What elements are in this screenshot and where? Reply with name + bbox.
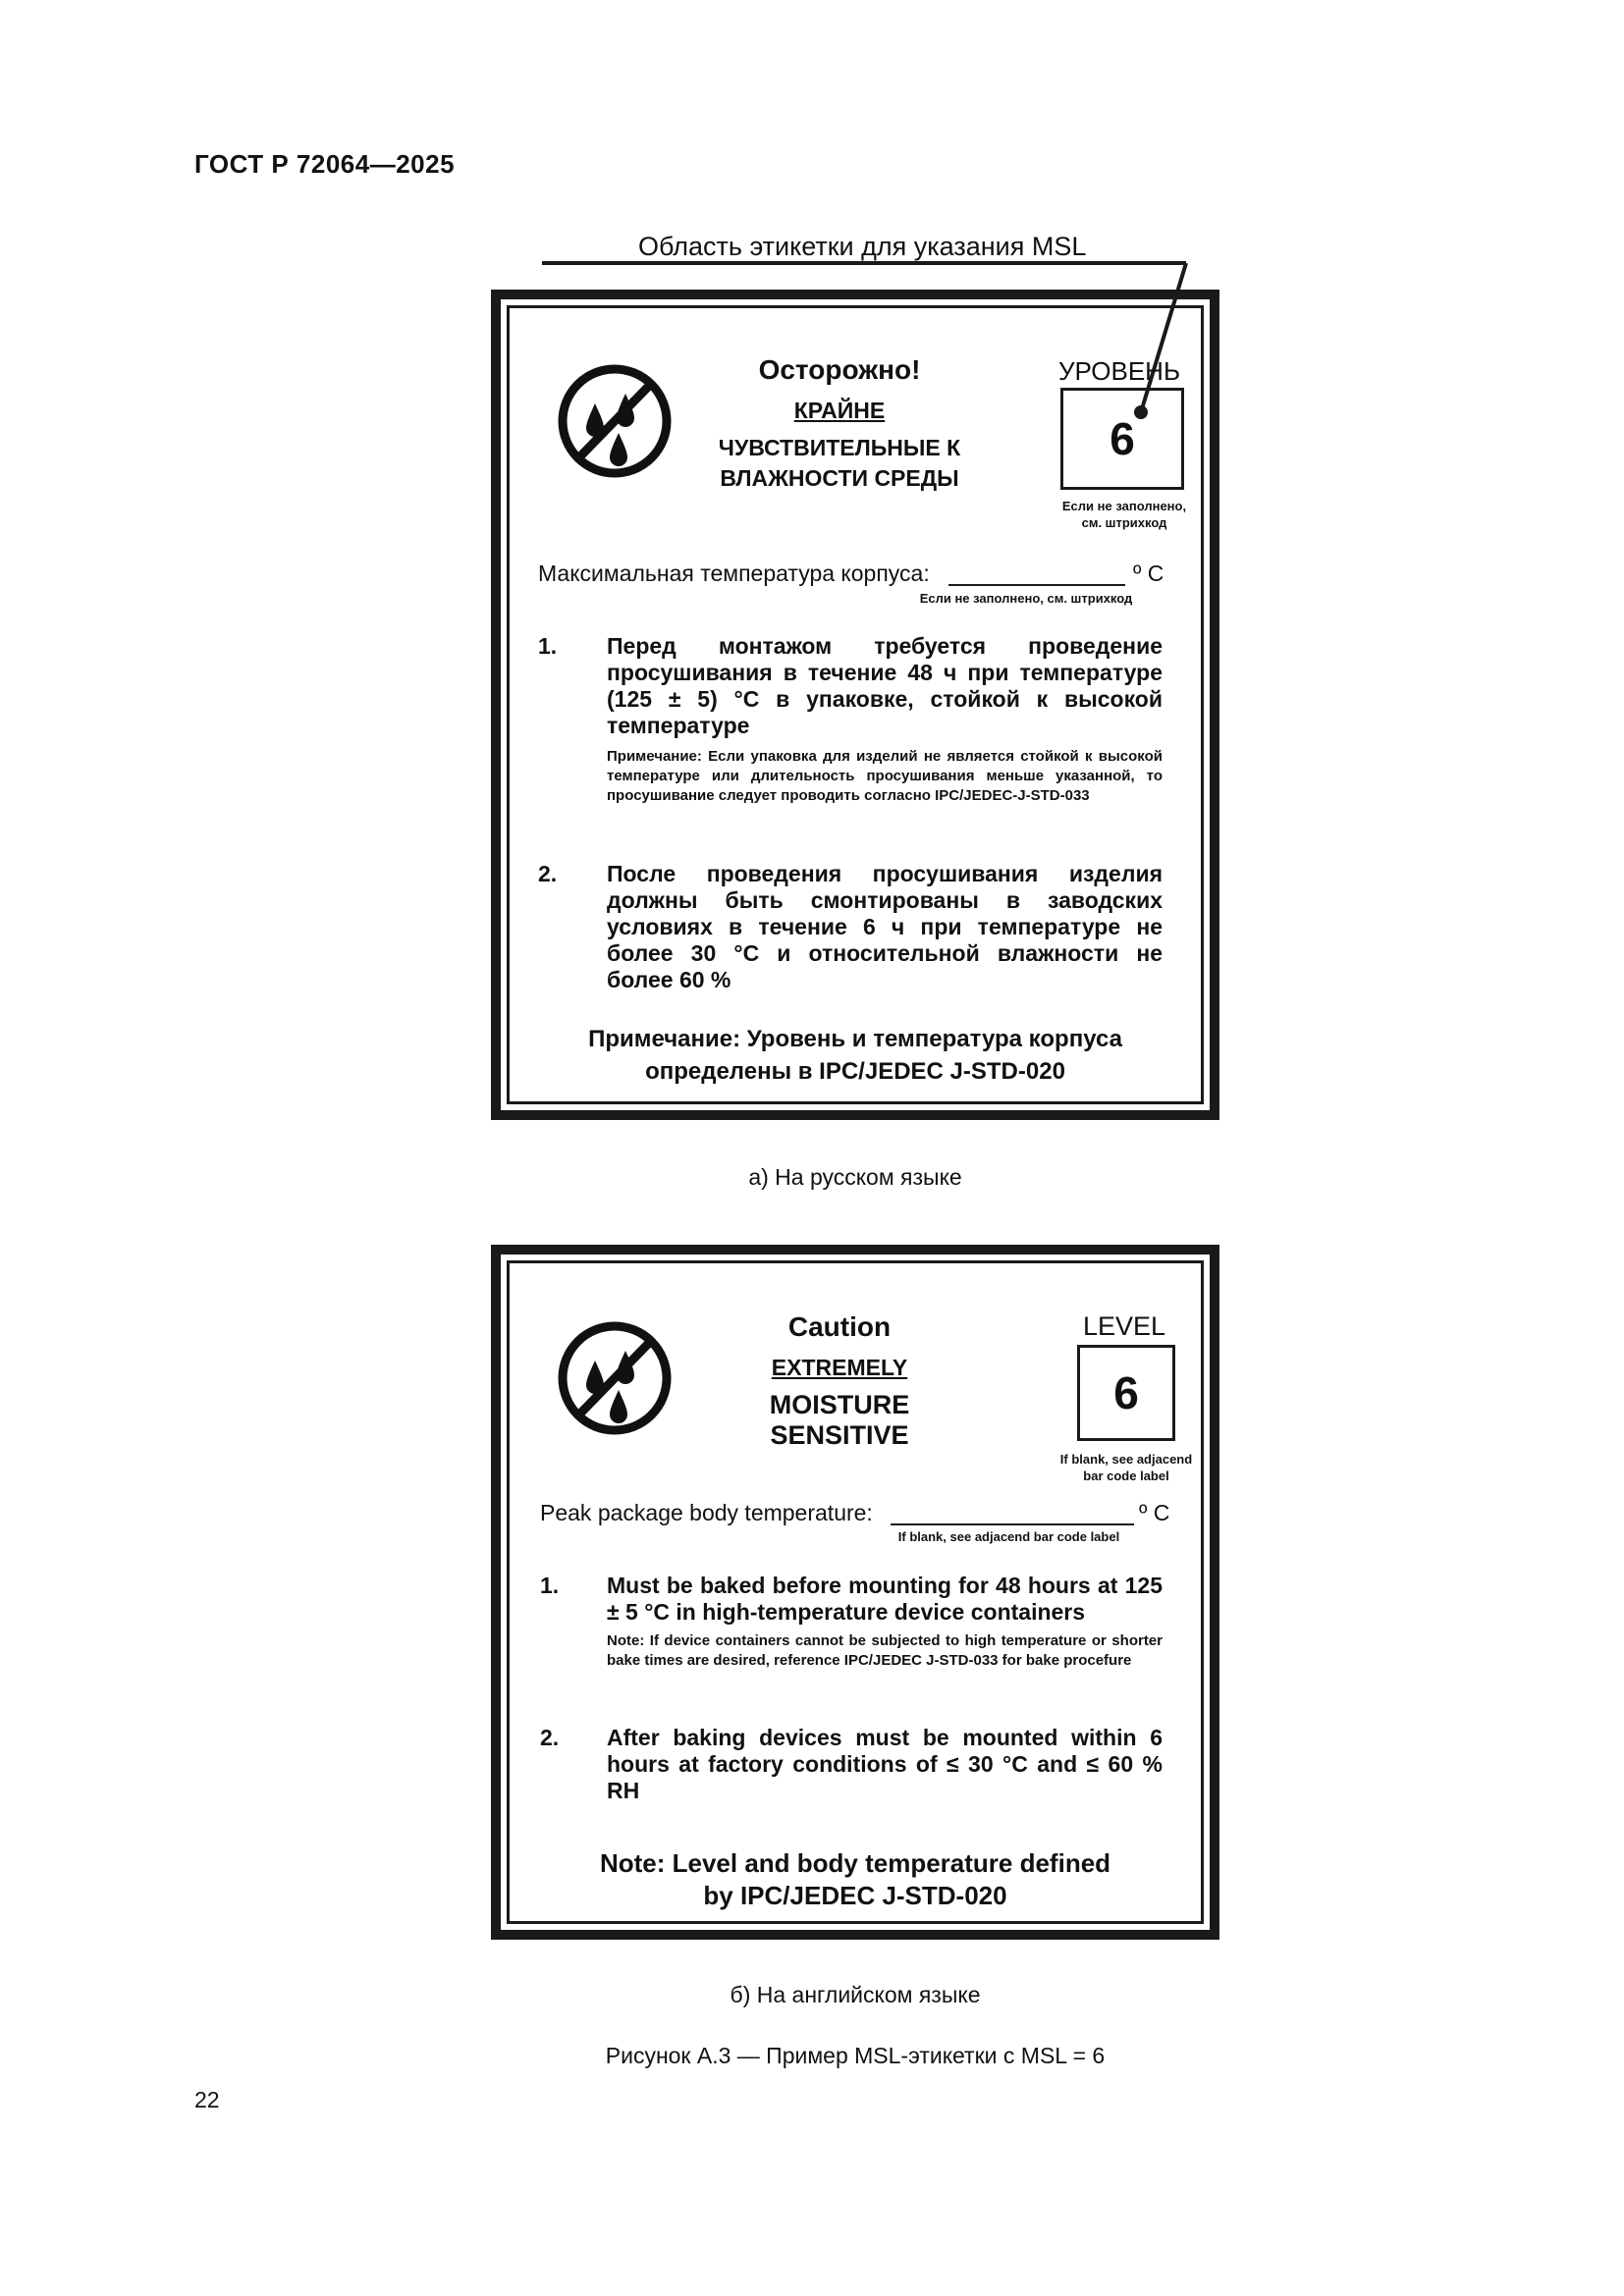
msl-callout-label: Область этикетки для указания MSL [638,232,1087,261]
temperature-blank-field [948,584,1125,586]
level-word: УРОВЕНЬ [1057,356,1181,386]
footer-note-line-1: Примечание: Уровень и температура корпуса [588,1026,1122,1052]
level-note-line-1: If blank, see adjacend [1059,1452,1193,1467]
msl-label-english [491,1245,1219,1940]
item-1-text: Must be baked before mounting for 48 hours at 125 ± 5 °C in high-temperature device containers [607,1573,1163,1625]
footer-note-line-2: by IPC/JEDEC J-STD-020 [703,1881,1007,1910]
item-1-note: Примечание: Если упаковка для изделий не является стойкой к высокой температуре или длительность просушивания меньше указанной, то просушивание следует проводить согласно IPC/JEDEC-J-STD-033 [607,748,1163,804]
caption-russian: а) На русском языке [748,1164,962,1190]
sensitivity-line-1: ЧУВСТВИТЕЛЬНЫЕ К [718,435,961,460]
peak-temperature-label: Максимальная температура корпуса: [538,561,930,586]
caution-title: Caution [787,1311,892,1342]
item-1-number: 1. [538,633,558,659]
item-1-note: Note: If device containers cannot be subjected to high temperature or shorter bake times are desired, reference IPC/JEDEC J-STD-033 for bake procefure [607,1632,1163,1669]
item-2-text: After baking devices must be mounted within 6 hours at factory conditions of ≤ 30 °C and ≤ 60 % RH [607,1725,1163,1803]
level-word: LEVEL [1082,1311,1166,1341]
footer-note-line-2: определены в IPC/JEDEC J-STD-020 [645,1058,1065,1085]
level-note-line-2: bar code label [1083,1468,1169,1483]
msl-label-russian [491,290,1219,1120]
sensitivity-line-2: ВЛАЖНОСТИ СРЕДЫ [720,465,959,491]
no-moisture-drops-icon [556,362,674,480]
extremely-text: EXTREMELY [771,1355,908,1380]
peak-temperature-label: Peak package body temperature: [540,1500,873,1525]
caution-title: Осторожно! [758,354,921,385]
figure-caption: Рисунок А.3 — Пример MSL-этикетки с MSL = 6 [605,2043,1106,2068]
footer-note-line-1: Note: Level and body temperature defined [599,1848,1111,1878]
item-2-number: 2. [540,1725,560,1750]
level-value-box: 6 [1077,1345,1175,1441]
caption-english: б) На английском языке [730,1982,981,2007]
temperature-blank-field [891,1523,1134,1525]
temperature-note: Если не заполнено, см. штрихкод [919,591,1133,606]
item-1-number: 1. [540,1573,560,1598]
document-id: ГОСТ Р 72064—2025 [194,149,456,179]
temperature-unit: º C [1139,1500,1170,1525]
item-2-text: После проведения просушивания изделия должны быть смонтированы в заводских условиях в течение 6 ч при температуре не более 30 °С и относительной влажности не более 60 % [607,861,1163,992]
moisture-sensitive-text: MOISTURE SENSITIVE [769,1390,910,1450]
item-2-number: 2. [538,861,558,886]
item-1-text: Перед монтажом требуется проведение просушивания в течение 48 ч при температуре (125 ± 5) °С в упаковке, стойкой к высокой температуре [607,633,1163,738]
level-note-line-2: см. штрихкод [1081,515,1167,530]
level-value-box: 6 [1060,388,1184,490]
page-number: 22 [194,2087,220,2112]
level-note-line-1: Если не заполнено, [1061,499,1187,513]
no-moisture-drops-icon [556,1319,674,1437]
temperature-note: If blank, see adjacend bar code label [897,1529,1120,1544]
temperature-unit: º C [1133,561,1164,586]
extremely-text: КРАЙНЕ [793,398,886,423]
